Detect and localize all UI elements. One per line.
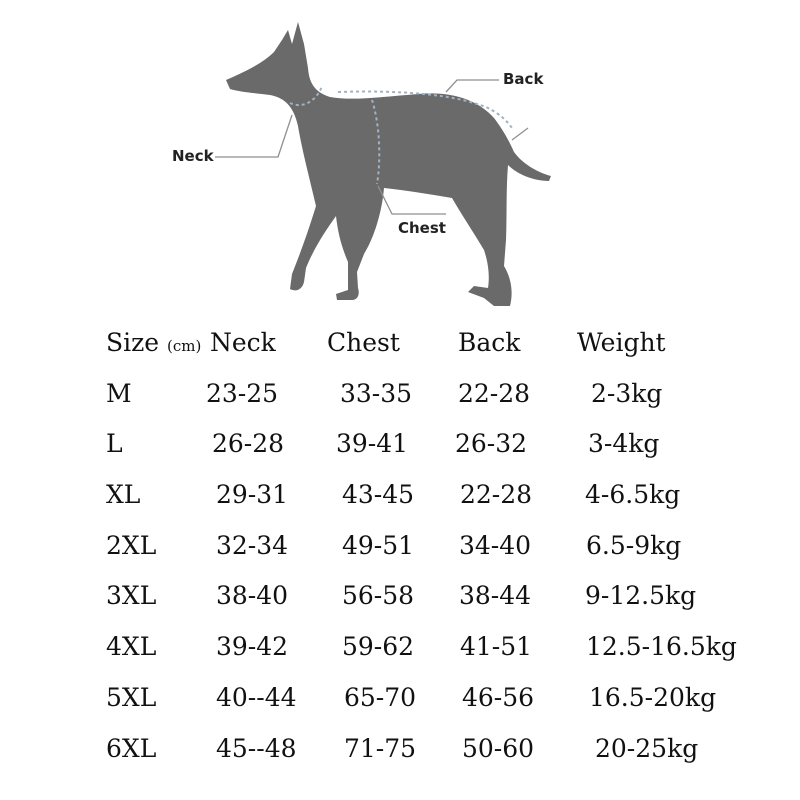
dog-silhouette-icon: [226, 22, 551, 306]
row-chest: 59-62: [342, 632, 415, 661]
row-back: 38-44: [459, 581, 532, 610]
neck-label: Neck: [172, 147, 214, 165]
row-weight: 20-25kg: [595, 734, 699, 763]
header-weight: Weight: [577, 328, 666, 357]
row-chest: 71-75: [344, 734, 417, 763]
row-neck: 29-31: [216, 480, 289, 509]
header-unit: (cm): [167, 337, 202, 355]
row-size: M: [106, 379, 132, 408]
row-chest: 43-45: [342, 480, 415, 509]
row-back: 41-51: [460, 632, 533, 661]
row-weight: 2-3kg: [591, 379, 663, 408]
chest-label: Chest: [398, 219, 446, 237]
row-size: 5XL: [106, 683, 157, 712]
row-weight: 3-4kg: [588, 429, 660, 458]
neck-leader-line: [215, 115, 292, 157]
row-chest: 39-41: [336, 429, 409, 458]
row-weight: 6.5-9kg: [586, 531, 682, 560]
row-chest: 49-51: [342, 531, 415, 560]
row-back: 46-56: [462, 683, 535, 712]
row-size: XL: [106, 480, 141, 509]
tail-tick-line: [512, 128, 528, 140]
back-label: Back: [503, 70, 544, 88]
row-weight: 9-12.5kg: [585, 581, 697, 610]
dog-measurement-diagram: [0, 0, 800, 320]
row-neck: 38-40: [216, 581, 289, 610]
row-back: 22-28: [460, 480, 533, 509]
header-chest: Chest: [327, 328, 400, 357]
row-back: 26-32: [455, 429, 528, 458]
row-neck: 39-42: [216, 632, 289, 661]
row-neck: 26-28: [212, 429, 285, 458]
row-weight: 4-6.5kg: [585, 480, 681, 509]
header-size-label: Size: [106, 328, 160, 357]
row-neck: 45--48: [216, 734, 297, 763]
row-neck: 23-25: [206, 379, 279, 408]
row-size: L: [106, 429, 123, 458]
header-size: [106, 330, 201, 355]
header-back: Back: [458, 328, 521, 357]
back-leader-line: [446, 80, 499, 92]
row-chest: 56-58: [342, 581, 415, 610]
row-weight: 12.5-16.5kg: [586, 632, 737, 661]
row-size: 4XL: [106, 632, 157, 661]
header-neck: Neck: [210, 328, 276, 357]
row-size: 6XL: [106, 734, 157, 763]
row-neck: 32-34: [216, 531, 289, 560]
row-weight: 16.5-20kg: [589, 683, 717, 712]
row-neck: 40--44: [216, 683, 297, 712]
row-back: 34-40: [459, 531, 532, 560]
row-back: 50-60: [462, 734, 535, 763]
row-size: 2XL: [106, 531, 157, 560]
row-chest: 33-35: [340, 379, 413, 408]
row-size: 3XL: [106, 581, 157, 610]
row-chest: 65-70: [344, 683, 417, 712]
row-back: 22-28: [458, 379, 531, 408]
